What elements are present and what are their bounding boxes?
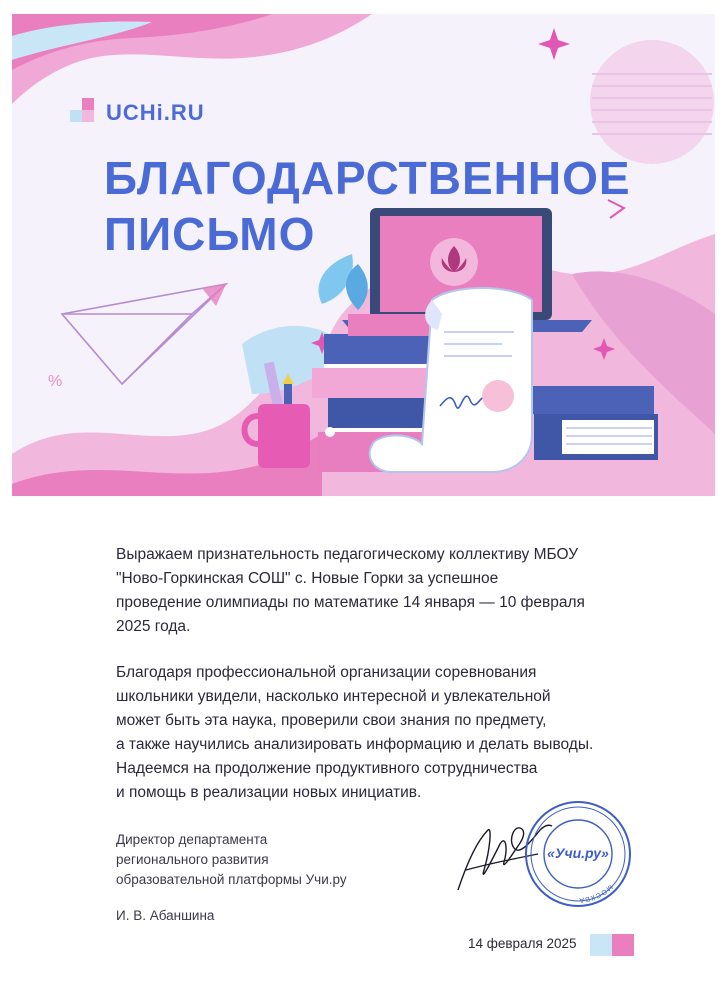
paragraph-1-line: Выражаем признательность педагогическому коллективу МБОУ: [116, 546, 579, 563]
letter-date: 14 февраля 2025: [468, 936, 577, 951]
paragraph-2-line: Благодаря профессиональной организации соревнования: [116, 664, 537, 681]
paragraph-1-line: 2025 года.: [116, 618, 191, 635]
seal-stamp-icon: [522, 798, 634, 910]
header-banner: [12, 14, 715, 496]
page-title: [104, 150, 631, 262]
paragraph-2-line: а также научились анализировать информацию и делать выводы.: [116, 736, 594, 753]
svg-text:%: %: [48, 373, 63, 390]
paragraph-1: [116, 543, 676, 639]
signer-line-3: образовательной платформы Учи.ру: [116, 872, 347, 887]
title-line-1: БЛАГОДАРСТВЕННОЕ: [104, 152, 631, 204]
svg-text:МОСКВА: [578, 883, 613, 903]
stamp-center-text: «Учи.ру»: [547, 845, 609, 861]
logo-squares-icon: [70, 98, 100, 128]
logo-text: UCHi.RU: [106, 100, 205, 125]
paragraph-2-line: может быть эта наука, проверили свои знания по предмету,: [116, 712, 547, 729]
paragraph-2: [116, 661, 676, 805]
paragraph-1-line: проведение олимпиады по математике 14 января — 10 февраля: [116, 594, 585, 611]
stamp-ring-text: МОСКВА: [578, 882, 614, 904]
paragraph-2-line: Надеемся на продолжение продуктивного сотрудничества: [116, 760, 538, 777]
paragraph-1-line: "Ново-Горкинская СОШ" с. Новые Горки за успешное: [116, 570, 499, 587]
title-line-2: ПИСЬМО: [104, 208, 316, 260]
paragraph-2-line: и помощь в реализации новых инициатив.: [116, 784, 422, 801]
date-squares-icon: [590, 930, 636, 956]
paragraph-2-line: школьники увидели, насколько интересной и увлекательной: [116, 688, 551, 705]
signer-title: [116, 830, 347, 890]
signer-line-2: регионального развития: [116, 852, 269, 867]
signer-line-1: Директор департамента: [116, 832, 268, 847]
percent-icon: [48, 373, 62, 390]
letter-body: [116, 543, 676, 827]
uchi-ru-logo: [70, 98, 205, 128]
signer-name: И. В. Абаншина: [116, 908, 215, 923]
